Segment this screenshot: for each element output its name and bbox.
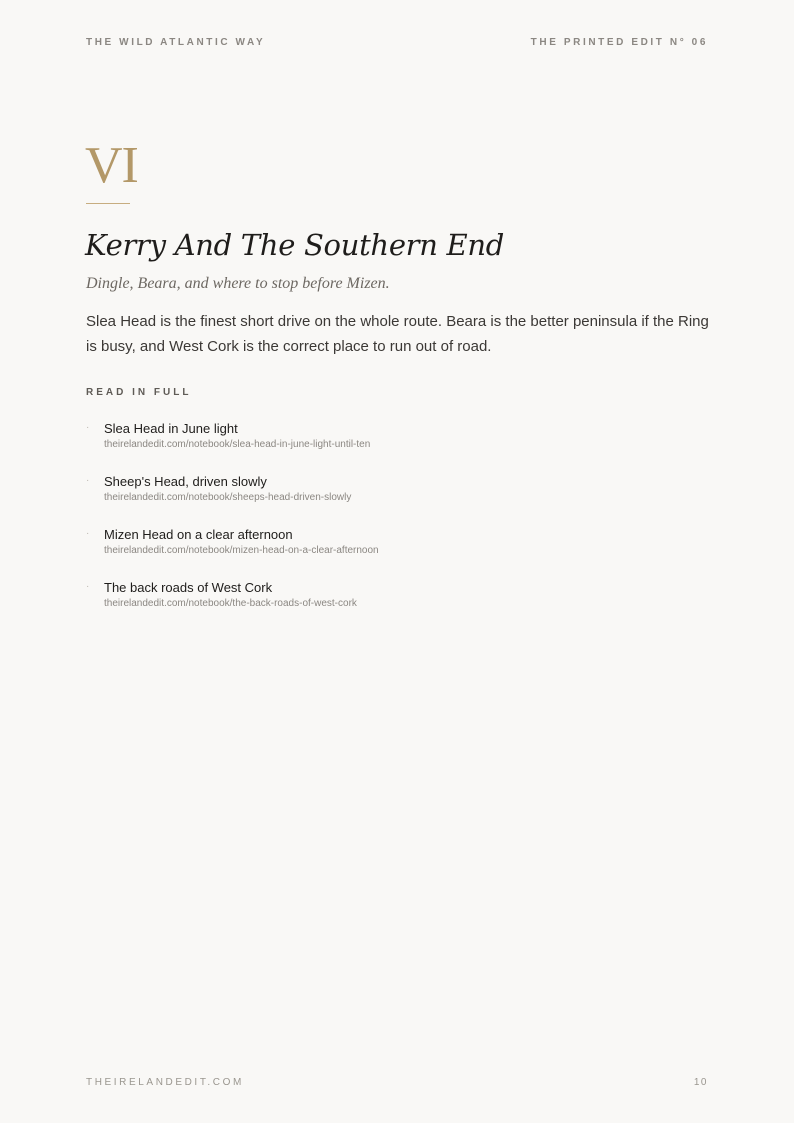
numeral-divider	[86, 203, 130, 204]
page-footer	[86, 1077, 708, 1089]
article-link[interactable]: Slea Head in June light	[104, 421, 238, 436]
article-url: theirelandedit.com/notebook/mizen-head-on-a-clear-afternoon	[104, 545, 379, 556]
read-in-full-label: READ IN FULL	[86, 387, 192, 398]
chapter-subtitle: Dingle, Beara, and where to stop before Mizen.	[86, 275, 390, 292]
running-header	[86, 37, 708, 49]
chapter-intro: Slea Head is the finest short drive on the whole route. Beara is the better peninsula if the Ring is busy, and West Cork is the correct place to run out of road.	[86, 313, 709, 355]
bullet-icon: ·	[86, 581, 90, 592]
list-item	[86, 579, 708, 632]
article-link[interactable]: The back roads of West Cork	[104, 580, 273, 595]
bullet-icon: ·	[86, 528, 90, 539]
list-item	[86, 420, 708, 473]
article-url: theirelandedit.com/notebook/sheeps-head-driven-slowly	[104, 492, 352, 503]
edition-label: THE PRINTED EDIT N° 06	[530, 37, 708, 48]
article-url: theirelandedit.com/notebook/the-back-roads-of-west-cork	[104, 598, 357, 609]
bullet-icon: ·	[86, 422, 90, 433]
reading-list	[86, 420, 708, 632]
article-link[interactable]: Mizen Head on a clear afternoon	[104, 527, 293, 542]
chapter-numeral: VI	[85, 137, 138, 194]
article-link[interactable]: Sheep's Head, driven slowly	[104, 474, 267, 489]
site-domain: THEIRELANDEDIT.COM	[86, 1077, 244, 1088]
list-item	[86, 473, 708, 526]
bullet-icon: ·	[86, 475, 90, 486]
list-item	[86, 526, 708, 579]
article-url: theirelandedit.com/notebook/slea-head-in-june-light-until-ten	[104, 439, 371, 450]
chapter-title: Kerry And The Southern End	[85, 228, 505, 262]
series-title: THE WILD ATLANTIC WAY	[86, 37, 266, 48]
page-number: 10	[693, 1077, 708, 1088]
